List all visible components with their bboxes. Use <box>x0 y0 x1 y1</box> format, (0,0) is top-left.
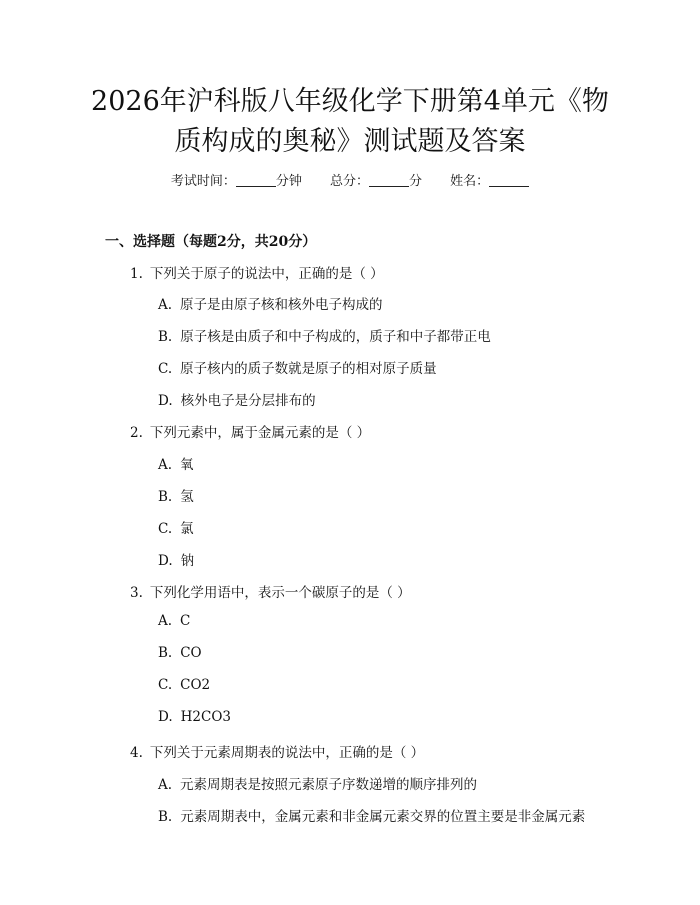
time-label: 考试时间： <box>170 174 236 189</box>
exam-time <box>171 174 306 189</box>
option-3d <box>158 709 231 725</box>
option-letter: D. <box>158 393 173 409</box>
name-blank <box>489 174 529 187</box>
option-letter: A. <box>158 297 173 313</box>
option-3a <box>158 613 190 629</box>
option-2c <box>158 517 194 537</box>
option-text: 原子核是由质子和中子构成的，质子和中子都带正电 <box>180 329 491 345</box>
question-3 <box>130 581 411 601</box>
option-2a <box>158 453 194 473</box>
option-3b <box>158 645 202 661</box>
option-text: 元素周期表是按照元素原子序数递增的顺序排列的 <box>180 777 478 793</box>
option-letter: C. <box>158 677 173 693</box>
option-3c <box>158 677 210 693</box>
exam-meta <box>0 170 700 189</box>
option-text: 氢 <box>180 489 194 505</box>
option-4b <box>158 805 585 825</box>
option-letter: C. <box>158 521 173 537</box>
question-number: 2. <box>130 425 143 441</box>
question-4 <box>130 741 424 761</box>
option-letter: B. <box>158 489 173 505</box>
option-4a <box>158 773 477 793</box>
score-label: 总分： <box>329 174 369 189</box>
exam-score <box>330 174 426 189</box>
option-letter: B. <box>158 329 173 345</box>
section-title: 一、选择题（每题2分，共20分） <box>105 234 317 250</box>
option-letter: B. <box>158 645 173 661</box>
title-line-2: 质构成的奥秘》测试题及答案 <box>174 126 526 157</box>
option-1b <box>158 325 491 345</box>
question-number: 4. <box>130 745 143 761</box>
option-text: 原子是由原子核和核外电子构成的 <box>180 297 383 313</box>
option-1d <box>158 389 316 409</box>
option-letter: A. <box>158 613 173 629</box>
option-text: 核外电子是分层排布的 <box>180 393 316 409</box>
time-blank <box>236 174 276 187</box>
option-1a <box>158 293 383 313</box>
document-title <box>60 82 640 162</box>
option-text: 氯 <box>180 521 194 537</box>
question-text: 下列关于原子的说法中，正确的是（ ） <box>149 266 384 282</box>
name-label: 姓名： <box>450 174 490 189</box>
score-blank <box>369 174 409 187</box>
question-number: 3. <box>130 585 143 601</box>
time-unit: 分钟 <box>275 174 302 189</box>
option-letter: B. <box>158 809 173 825</box>
option-text: 钠 <box>180 553 195 569</box>
question-text: 下列元素中，属于金属元素的是（ ） <box>149 425 371 441</box>
option-text: 元素周期表中，金属元素和非金属元素交界的位置主要是非金属元素 <box>180 809 586 825</box>
option-letter: C. <box>158 361 173 377</box>
option-2b <box>158 485 194 505</box>
score-unit: 分 <box>409 174 423 189</box>
option-text: CO2 <box>180 677 211 693</box>
option-text: 氧 <box>180 457 194 473</box>
option-text: C <box>180 613 191 629</box>
question-text: 下列化学用语中，表示一个碳原子的是（ ） <box>149 585 411 601</box>
option-2d <box>158 549 194 569</box>
option-1c <box>158 357 437 377</box>
option-letter: D. <box>158 553 173 569</box>
title-line-1: 2026年沪科版八年级化学下册第4单元《物 <box>91 86 609 117</box>
question-number: 1. <box>130 266 143 282</box>
option-text: CO <box>180 645 202 661</box>
question-2 <box>130 421 370 441</box>
option-text: 原子核内的质子数就是原子的相对原子质量 <box>180 361 437 377</box>
option-letter: A. <box>158 777 173 793</box>
option-text: H2CO3 <box>180 709 231 725</box>
question-text: 下列关于元素周期表的说法中，正确的是（ ） <box>149 745 425 761</box>
exam-name <box>450 174 529 189</box>
option-letter: D. <box>158 709 173 725</box>
question-1 <box>130 262 384 282</box>
option-letter: A. <box>158 457 173 473</box>
